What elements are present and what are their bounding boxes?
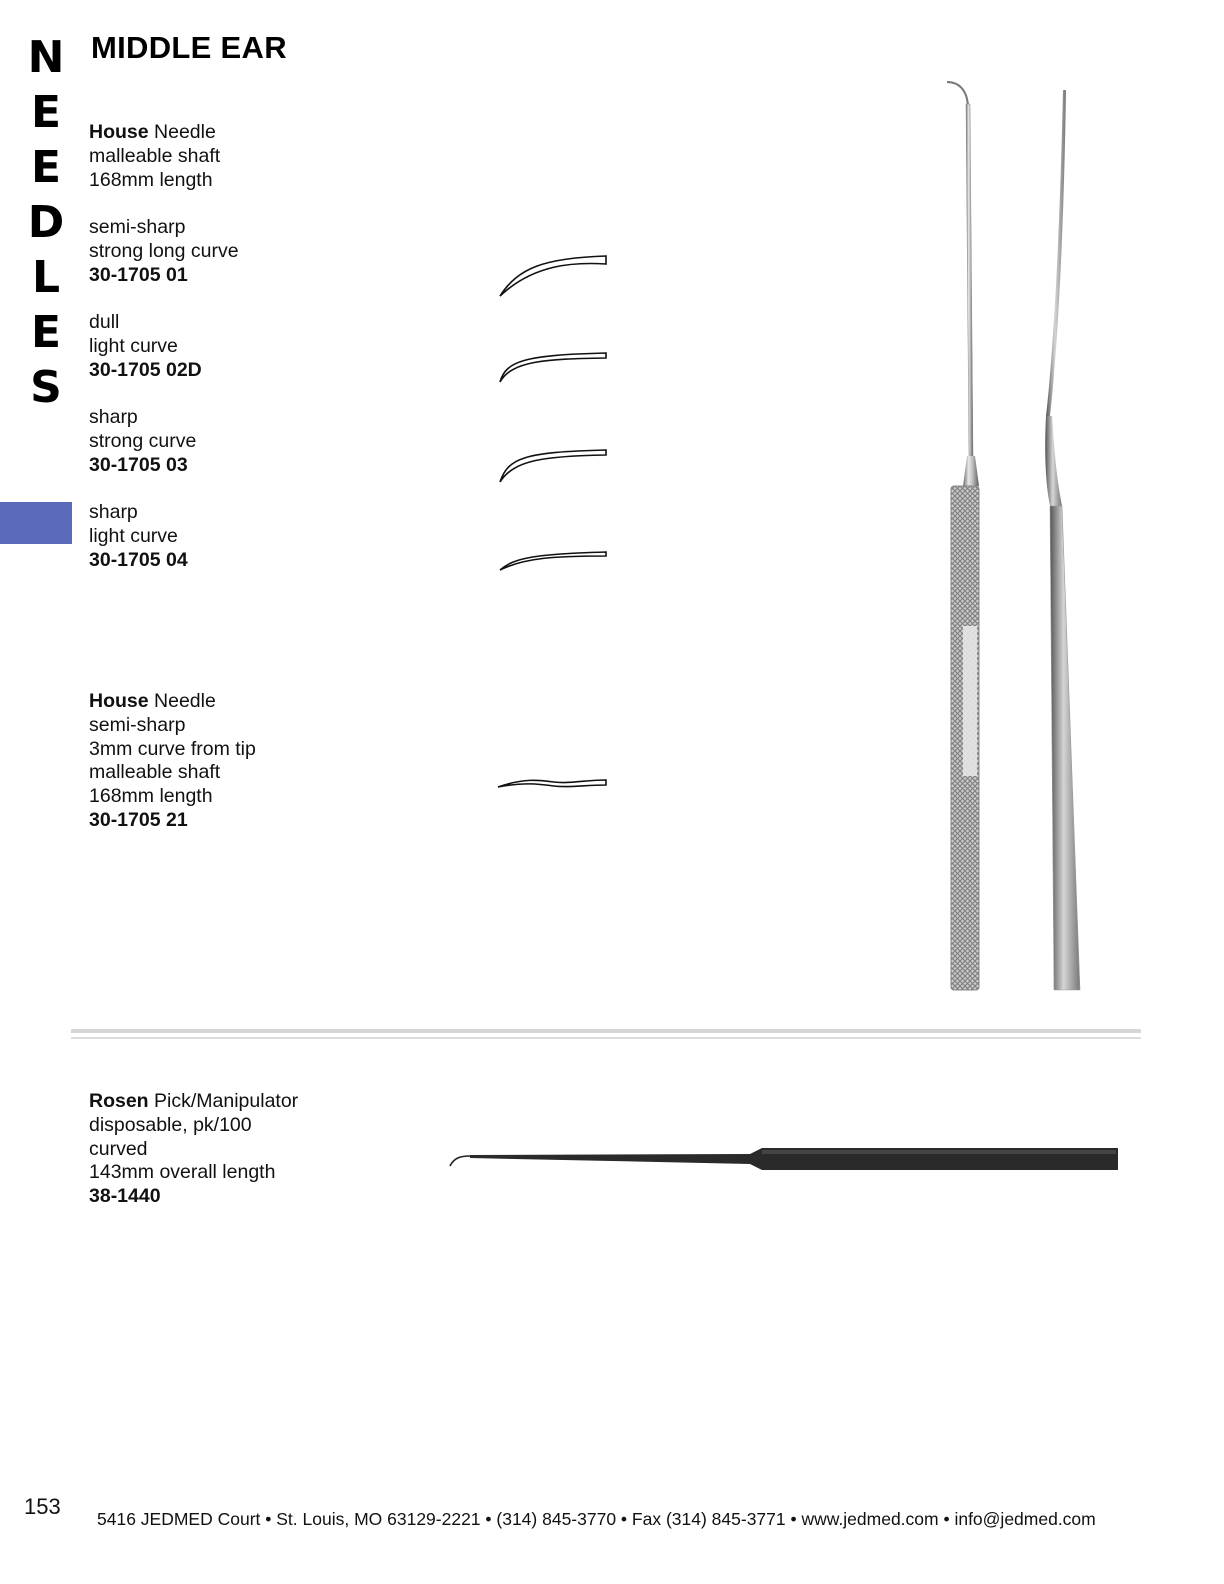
- product-sku: 38-1440: [89, 1185, 161, 1208]
- variant-item: [89, 216, 239, 287]
- variant-spec: semi-sharp: [89, 216, 186, 238]
- needle-tip-drawing: [494, 250, 610, 302]
- product-spec: malleable shaft: [89, 761, 221, 784]
- variant-item: [89, 501, 188, 572]
- variant-spec: light curve: [89, 524, 178, 547]
- needle-tip-drawing: [494, 444, 610, 486]
- house-needle-front-image: [935, 76, 995, 996]
- needle-tip-drawing: [494, 546, 610, 576]
- product-spec: disposable, pk/100: [89, 1113, 252, 1136]
- side-letter: D: [27, 197, 65, 248]
- side-letter: N: [27, 32, 65, 83]
- side-letter: E: [30, 307, 62, 358]
- variant-sku: 30-1705 02D: [89, 358, 202, 381]
- variant-spec: strong curve: [89, 429, 197, 452]
- product-name: Pick/Manipulator: [148, 1090, 299, 1112]
- product-house-needle-header: [89, 121, 220, 192]
- variant-sku: 30-1705 01: [89, 263, 188, 286]
- rosen-pick-image: [440, 1140, 1125, 1176]
- variant-spec: strong long curve: [89, 239, 239, 262]
- variant-spec: light curve: [89, 334, 178, 357]
- needle-tip-drawing: [494, 347, 610, 387]
- side-section-label: [26, 30, 66, 415]
- product-name: Needle: [148, 690, 216, 712]
- variant-sku: 30-1705 03: [89, 453, 188, 476]
- product-spec: 3mm curve from tip: [89, 737, 256, 760]
- product-brand: House: [89, 121, 149, 143]
- product-name: Needle: [148, 121, 216, 143]
- variant-item: [89, 406, 196, 477]
- product-rosen-pick: [89, 1090, 298, 1209]
- variant-sku: 30-1705 04: [89, 548, 188, 571]
- product-sku: 30-1705 21: [89, 808, 188, 831]
- product-spec: semi-sharp: [89, 713, 186, 736]
- needle-tip-drawing: [494, 772, 610, 794]
- product-brand: House: [89, 690, 149, 712]
- side-letter: S: [30, 362, 62, 413]
- variant-spec: sharp: [89, 501, 138, 523]
- product-spec: curved: [89, 1137, 148, 1160]
- house-needle-side-image: [1020, 86, 1090, 1006]
- side-letter: E: [30, 142, 62, 193]
- section-title: MIDDLE EAR: [91, 30, 287, 65]
- variant-spec: sharp: [89, 406, 138, 428]
- variant-item: [89, 311, 202, 382]
- page-number: 153: [24, 1494, 61, 1519]
- product-spec: 143mm overall length: [89, 1161, 276, 1184]
- product-spec: malleable shaft: [89, 144, 221, 167]
- product-brand: Rosen: [89, 1090, 149, 1112]
- side-letter: L: [31, 252, 61, 303]
- footer-contact: 5416 JEDMED Court • St. Louis, MO 63129-2221 • (314) 845-3770 • Fax (314) 845-3771 • www.jedmed.com • info@jedmed.com: [97, 1509, 1096, 1529]
- variant-spec: dull: [89, 311, 120, 333]
- product-house-needle-3mm: [89, 690, 256, 833]
- section-divider-thin: [71, 1037, 1141, 1039]
- section-tab-marker: [0, 502, 72, 544]
- product-spec: 168mm length: [89, 168, 213, 191]
- side-letter: E: [30, 87, 62, 138]
- product-spec: 168mm length: [89, 785, 213, 808]
- section-divider: [71, 1029, 1141, 1033]
